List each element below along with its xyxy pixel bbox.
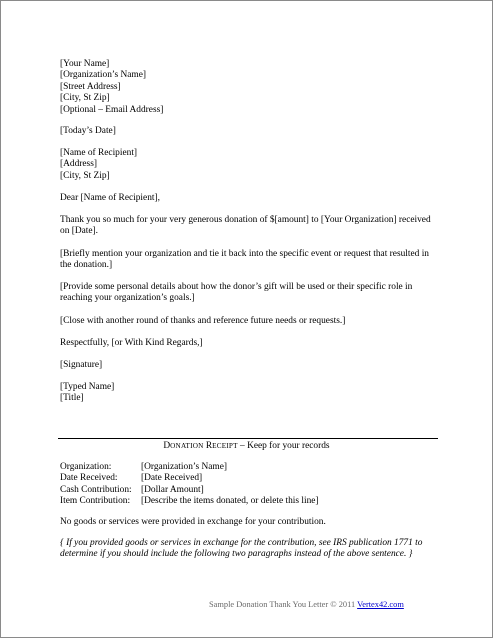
receipt-title-rest-1: ONATION bbox=[170, 442, 204, 450]
receipt-label-date: Date Received: bbox=[60, 473, 118, 484]
receipt-row bbox=[60, 485, 319, 496]
sender-organization: [Organization’s Name] bbox=[60, 70, 146, 81]
closing: Respectfully, [or With Kind Regards,] bbox=[60, 338, 203, 348]
receipt-row bbox=[60, 496, 319, 507]
body-paragraph-4: [Close with another round of thanks and reference future needs or requests.] bbox=[60, 316, 346, 326]
receipt-divider bbox=[58, 438, 438, 439]
receipt-value-cash: [Dollar Amount] bbox=[141, 484, 204, 495]
vertex42-link[interactable]: Vertex42.com bbox=[357, 600, 404, 609]
recipient-address-block bbox=[60, 148, 434, 182]
salutation: Dear [Name of Recipient], bbox=[60, 193, 160, 203]
receipt-title-cap-2: R bbox=[205, 441, 213, 451]
sender-street: [Street Address] bbox=[60, 81, 121, 92]
signer-title: [Title] bbox=[60, 393, 84, 404]
body-paragraph-3: [Provide some personal details about how the donor’s gift will be used or their specific role in reaching your organization’s goals.] bbox=[60, 282, 413, 304]
body-paragraph-1: Thank you so much for your very generous donation of $[amount] to [Your Organization] received on [Date]. bbox=[60, 215, 431, 237]
no-goods-statement: No goods or services were provided in exchange for your contribution. bbox=[60, 517, 326, 527]
receipt-title-cap-1: D bbox=[163, 441, 171, 451]
recipient-city: [City, St Zip] bbox=[60, 170, 110, 181]
body-paragraph-2: [Briefly mention your organization and tie it back into the specific event or request that resulted in the donation.] bbox=[60, 249, 429, 271]
letter-date: [Today’s Date] bbox=[60, 126, 116, 136]
receipt-title-suffix: – Keep for your records bbox=[237, 441, 330, 451]
sender-city: [City, St Zip] bbox=[60, 93, 110, 104]
footer bbox=[209, 599, 404, 610]
receipt-details-table bbox=[60, 462, 319, 508]
receipt-value-item: [Describe the items donated, or delete this line] bbox=[141, 496, 319, 507]
recipient-address: [Address] bbox=[60, 159, 97, 170]
receipt-value-organization: [Organization’s Name] bbox=[141, 462, 227, 472]
receipt-label-organization: Organization: bbox=[60, 462, 112, 472]
receipt-label-item: Item Contribution: bbox=[60, 496, 131, 507]
receipt-title bbox=[1, 441, 492, 452]
footer-text: Sample Donation Thank You Letter © 2011 bbox=[209, 600, 358, 609]
receipt-label-cash: Cash Contribution: bbox=[60, 484, 132, 495]
typed-name: [Typed Name] bbox=[60, 382, 115, 392]
sender-email: [Optional – Email Address] bbox=[60, 104, 164, 115]
receipt-row bbox=[60, 462, 319, 473]
signature-placeholder: [Signature] bbox=[60, 360, 103, 370]
receipt-value-date: [Date Received] bbox=[141, 473, 203, 484]
sender-name: [Your Name] bbox=[60, 59, 110, 69]
signer-block bbox=[60, 382, 434, 405]
receipt-row bbox=[60, 473, 319, 484]
receipt-title-rest-2: ECEIPT bbox=[212, 442, 238, 450]
recipient-name: [Name of Recipient] bbox=[60, 148, 138, 158]
irs-note: { If you provided goods or services in exchange for the contribution, see IRS publication 1771 to determine if you should include the following two paragraphs instead of the above sentence. } bbox=[60, 538, 423, 560]
sender-address-block bbox=[60, 59, 434, 116]
